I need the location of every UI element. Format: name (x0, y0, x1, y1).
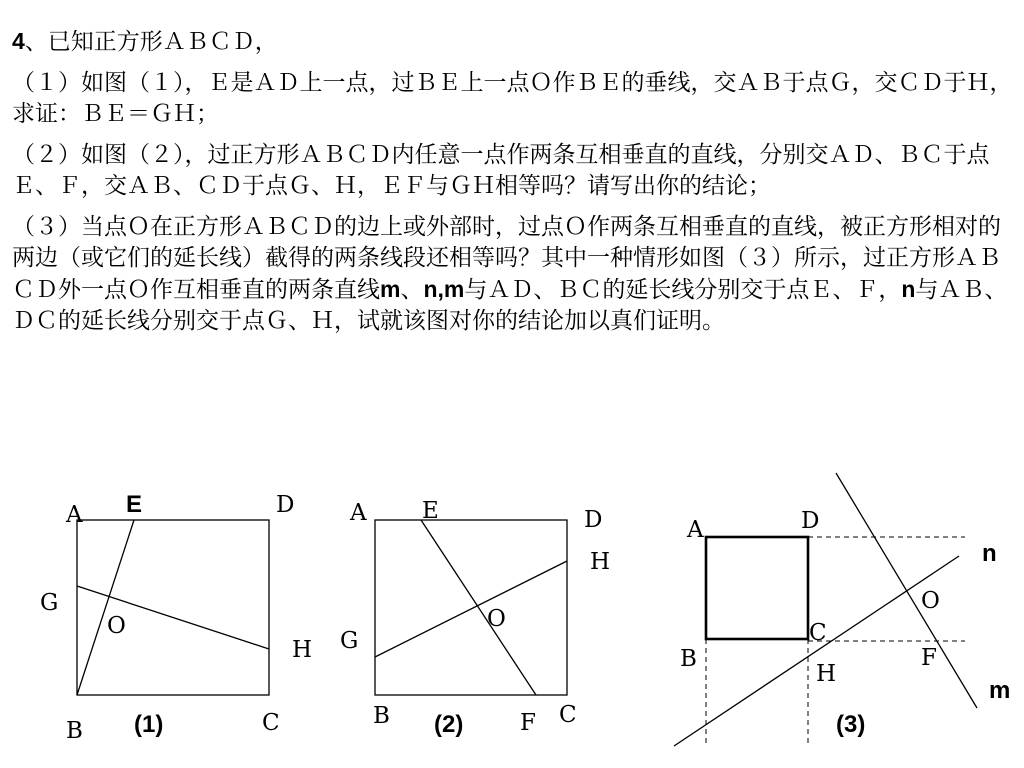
fig2-label-a: A (350, 500, 367, 526)
fig1-segment-gh (77, 586, 269, 649)
figure-2-labels (340, 498, 610, 738)
fig2-label-d: D (584, 507, 603, 533)
fig3-label-b: B (680, 646, 697, 672)
figure-1 (77, 520, 269, 695)
part3-line-m: m (380, 276, 401, 302)
fig3-label-n: n (982, 540, 997, 567)
fig2-label-h: H (590, 549, 611, 575)
fig2-label-c: C (559, 702, 577, 728)
fig3-label-d: D (801, 508, 820, 534)
part3-text-a: （３）当点Ｏ在正方形ＡＢＣＤ的边上或外部时，过点Ｏ作两条互相垂直的直线，被正方形相对的两边（或它们的延长线）截得的两条线段还相等吗？其中一种情形如图（３）所示，过正方形ＡＢＣＤ外一点Ｏ作互相垂直的两条直线 (12, 214, 1001, 303)
problem-part1: （１）如图（１），Ｅ是ＡＤ上一点，过ＢＥ上一点Ｏ作ＢＥ的垂线，交ＡＢ于点Ｇ，交ＣＤ于Ｈ，求证：ＢＥ＝ＧＨ； (12, 70, 1013, 127)
figure-2 (375, 520, 567, 695)
fig2-label-o: O (487, 606, 506, 632)
fig1-label-b: B (66, 718, 83, 744)
fig3-label-h: H (816, 661, 837, 687)
fig3-square (706, 537, 808, 639)
figure-1-labels (40, 491, 312, 744)
problem-intro-text: 、已知正方形ＡＢＣＤ， (24, 29, 278, 55)
fig3-label-a: A (687, 517, 704, 543)
fig1-label-o: O (107, 613, 126, 639)
figure-3-labels (680, 508, 1010, 738)
part3-text-d: 与ＡＢ、ＤＣ的延长线分别交于点Ｇ、Ｈ，试就该图对你的结论加以真们证明。 (12, 277, 1008, 334)
fig3-label-o: O (921, 588, 940, 614)
fig1-label-d: D (276, 492, 295, 518)
fig1-label-a: A (66, 502, 83, 528)
fig1-label-c: C (262, 710, 280, 736)
fig2-segment-ef (421, 520, 536, 695)
fig1-segment-be (77, 520, 134, 695)
problem-number: 4 (12, 28, 25, 54)
part3-lines-nm: n,m (423, 276, 465, 302)
part3-text-b: 、 (400, 277, 424, 303)
fig1-label-e: E (126, 491, 143, 518)
fig2-segment-gh (375, 561, 567, 657)
fig2-label-b: B (373, 703, 390, 729)
fig1-label-g: G (40, 590, 59, 616)
fig2-caption: (2) (434, 711, 464, 738)
fig1-caption: (1) (134, 711, 164, 738)
fig3-caption: (3) (836, 711, 866, 738)
part3-text-c: 与ＡＤ、ＢＣ的延长线分别交于点Ｅ、Ｆ， (464, 277, 902, 303)
fig3-label-m: m (989, 677, 1011, 704)
fig2-label-g: G (340, 628, 359, 654)
fig1-label-h: H (292, 637, 313, 663)
fig2-label-e: E (422, 498, 439, 524)
part3-line-n: n (901, 276, 916, 302)
fig2-label-f: F (520, 710, 536, 736)
fig3-label-f: F (921, 645, 937, 671)
fig2-square (375, 520, 567, 695)
fig3-label-c: C (809, 620, 827, 646)
problem-part2: （２）如图（２），过正方形ＡＢＣＤ内任意一点作两条互相垂直的直线，分别交ＡＤ、ＢＣ于点Ｅ、Ｆ，交ＡＢ、ＣＤ于点Ｇ、Ｈ，ＥＦ与ＧＨ相等吗？请写出你的结论； (12, 142, 990, 199)
fig3-line-n (674, 556, 959, 746)
